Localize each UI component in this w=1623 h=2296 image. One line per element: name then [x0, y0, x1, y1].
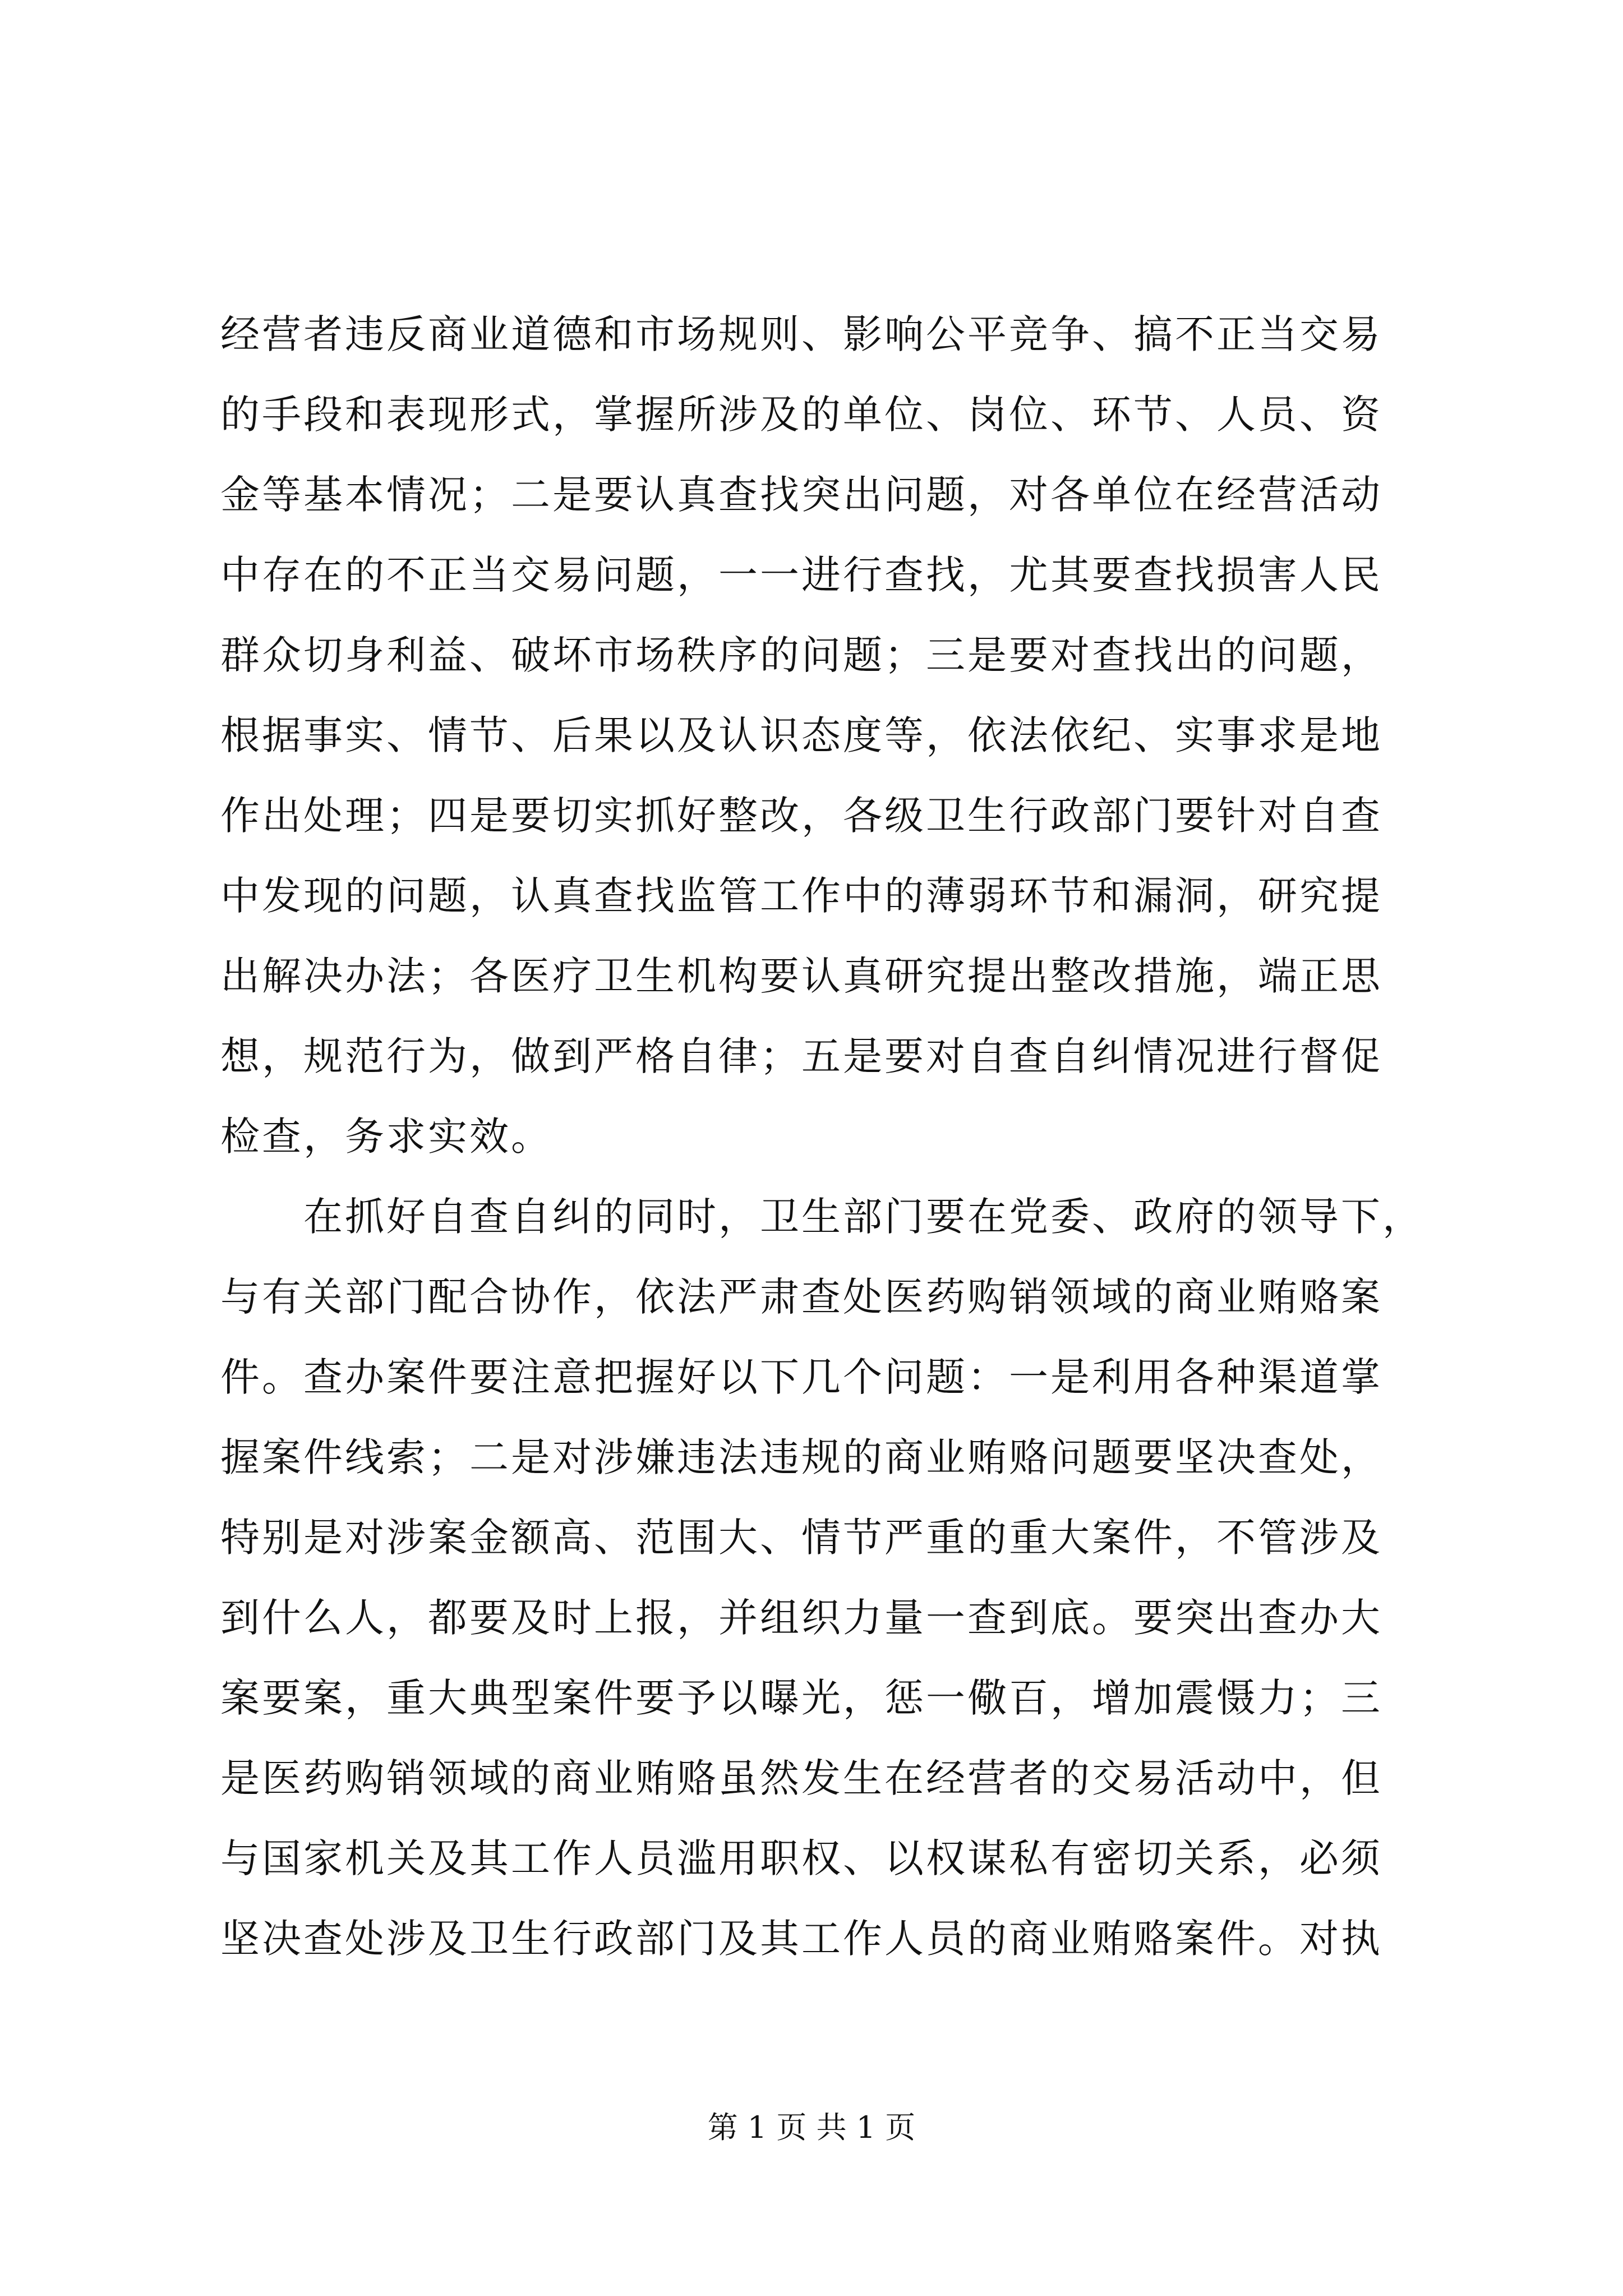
text-line: 在抓好自查自纠的同时，卫生部门要在党委、政府的领导下， [303, 1194, 1424, 1240]
text-line: 想，规范行为，做到严格自律；五是要对自查自纠情况进行督促 [220, 1033, 1382, 1079]
text-line: 坚决查处涉及卫生行政部门及其工作人员的商业贿赂案件。对执 [220, 1916, 1382, 1962]
paragraph-2 [220, 1177, 1454, 1979]
page-footer [0, 2108, 1623, 2147]
page-number-label: 第 1 页 共 1 页 [707, 2110, 916, 2145]
text-line: 根据事实、情节、后果以及认识态度等，依法依纪、实事求是地 [220, 712, 1382, 758]
text-line: 与有关部门配合协作，依法严肃查处医药购销领域的商业贿赂案 [220, 1274, 1382, 1320]
text-line: 作出处理；四是要切实抓好整改，各级卫生行政部门要针对自查 [220, 793, 1382, 839]
document-body [220, 295, 1454, 1979]
text-line: 群众切身利益、破坏市场秩序的问题；三是要对查找出的问题， [220, 632, 1382, 678]
text-line: 金等基本情况；二是要认真查找突出问题，对各单位在经营活动 [220, 472, 1382, 518]
text-line: 中发现的问题，认真查找监管工作中的薄弱环节和漏洞，研究提 [220, 873, 1382, 919]
text-line: 与国家机关及其工作人员滥用职权、以权谋私有密切关系，必须 [220, 1835, 1382, 1881]
text-line: 到什么人，都要及时上报，并组织力量一查到底。要突出查办大 [220, 1595, 1382, 1641]
text-line: 经营者违反商业道德和市场规则、影响公平竞争、搞不正当交易 [220, 311, 1382, 357]
paragraph-1 [220, 295, 1454, 1177]
text-line: 出解决办法；各医疗卫生机构要认真研究提出整改措施，端正思 [220, 953, 1382, 999]
text-line: 中存在的不正当交易问题，一一进行查找，尤其要查找损害人民 [220, 552, 1382, 598]
text-line: 特别是对涉案金额高、范围大、情节严重的重大案件，不管涉及 [220, 1515, 1382, 1561]
text-line: 案要案，重大典型案件要予以曝光，惩一儆百，增加震慑力；三 [220, 1675, 1382, 1721]
text-line: 的手段和表现形式，掌握所涉及的单位、岗位、环节、人员、资 [220, 392, 1382, 438]
text-line: 握案件线索；二是对涉嫌违法违规的商业贿赂问题要坚决查处， [220, 1434, 1382, 1480]
text-line: 件。查办案件要注意把握好以下几个问题：一是利用各种渠道掌 [220, 1354, 1382, 1400]
text-line: 是医药购销领域的商业贿赂虽然发生在经营者的交易活动中，但 [220, 1755, 1382, 1801]
text-line: 检查，务求实效。 [220, 1114, 552, 1159]
